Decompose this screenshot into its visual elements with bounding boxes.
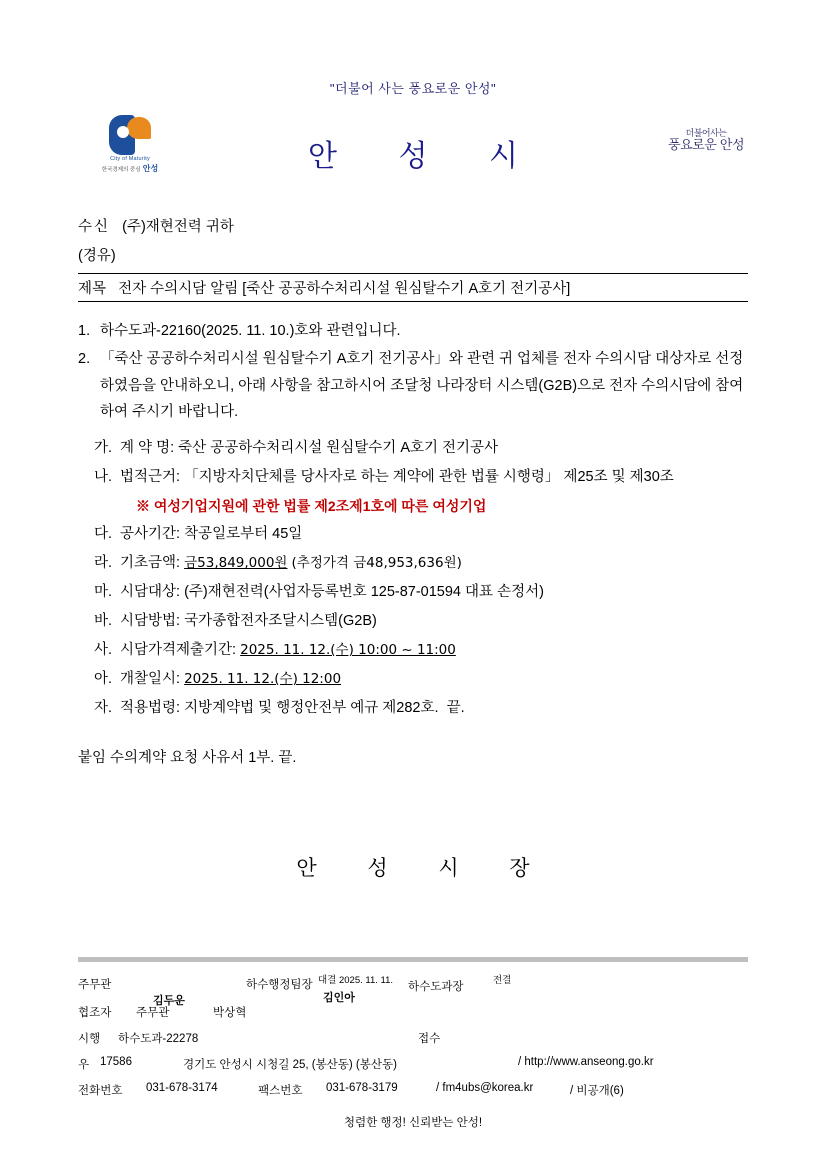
item-number: 1. [78, 323, 91, 339]
sub-item-marker: 바. [94, 613, 113, 630]
recipient-row [78, 213, 748, 242]
sub-item-content [120, 578, 748, 607]
sub-item-label: 계 약 명: [120, 440, 175, 457]
logo-korean-text [90, 163, 170, 174]
item-number: 2. [78, 350, 91, 367]
sub-item-content [120, 520, 748, 549]
sub-item-label: 공사기간: [120, 526, 181, 543]
sub-item-content [120, 463, 748, 492]
sub-item-label: 시담대상: [120, 584, 181, 601]
page-title: 안 성 시 [307, 139, 544, 174]
attachment-line: 붙임 수의계약 요청 사유서 1부. 끝. [78, 750, 297, 767]
sub-item-content [120, 665, 748, 694]
cooperator-name: 박상혁 [213, 1007, 247, 1019]
via-label: (경유) [78, 248, 116, 264]
women-enterprise-note: ※ 여성기업지원에 관한 법률 제2조제1호에 따른 여성기업 [136, 498, 487, 515]
brandmark [668, 129, 744, 154]
sub-item-suffix: 끝. [446, 700, 465, 717]
sub-item-marker: 마. [94, 584, 113, 601]
brandmark-line2: 풍요로운 안성 [668, 138, 744, 154]
approver-name-2: 김인아 [323, 992, 355, 1004]
brandmark-line1: 더불어사는 [685, 129, 727, 139]
sub-item-value: 지방계약법 및 행정안전부 예규 제282호. [184, 700, 439, 717]
address-block [78, 213, 748, 271]
cooperator-role: 주무관 [136, 1007, 170, 1019]
sub-item-submission-period [94, 636, 748, 665]
numbered-item [78, 346, 748, 426]
sub-item-list [94, 434, 748, 723]
sub-item-value: 2025. 11. 12.(수) 12:00 [184, 671, 342, 688]
recipient-value: (주)재현전력 귀하 [122, 219, 234, 235]
sub-item-legal-basis [94, 463, 748, 492]
sub-item-content [120, 549, 748, 578]
document-header [78, 115, 748, 185]
anseong-logo [90, 115, 170, 174]
sub-item-content [120, 694, 748, 723]
approver-role-1: 주무관 [78, 979, 112, 991]
logo-mark-icon [107, 115, 153, 155]
sub-item-marker: 라. [94, 555, 113, 572]
sub-item-value: 금53,849,000원 [184, 555, 288, 572]
sub-item-marker: 나. [94, 469, 113, 486]
sub-item-label: 적용법령: [120, 700, 181, 717]
sub-item-opening-datetime [94, 665, 748, 694]
issue-row [78, 1030, 748, 1050]
disclosure-status: / 비공개(6) [570, 1085, 624, 1097]
sub-item-content [120, 434, 748, 463]
sub-item-marker: 가. [94, 440, 113, 457]
logo-english-text: City of Maturity [110, 156, 150, 162]
cooperator-label: 협조자 [78, 1007, 112, 1019]
website-link[interactable]: / http://www.anseong.go.kr [518, 1056, 654, 1068]
address-row [78, 1056, 748, 1076]
email-link[interactable]: / fm4ubs@korea.kr [436, 1082, 534, 1094]
sub-item-construction-period [94, 520, 748, 549]
receipt-label: 접수 [418, 1033, 441, 1045]
approval-row [78, 972, 748, 1007]
header-slogan: "더불어 사는 풍요로운 안성" [329, 81, 497, 96]
sub-item-contract-name [94, 434, 748, 463]
sub-item-marker: 자. [94, 700, 113, 717]
subject-label: 제목 [78, 281, 107, 297]
subject-row [78, 273, 748, 302]
sub-item-label: 기초금액: [120, 555, 181, 572]
sub-item-value: 2025. 11. 12.(수) 10:00 ~ 11:00 [240, 642, 456, 659]
sub-item-label: 시담방법: [120, 613, 181, 630]
sub-item-value: 국가종합전자조달시스템(G2B) [184, 613, 377, 630]
sub-item-base-amount [94, 549, 748, 578]
zip-code: 17586 [100, 1056, 132, 1068]
fax-value: 031-678-3179 [326, 1082, 398, 1094]
subject-value: 전자 수의시담 알림 [죽산 공공하수처리시설 원심탈수기 A호기 전기공사] [118, 281, 571, 297]
sub-item-value: 죽산 공공하수처리시설 원심탈수기 A호기 전기공사 [178, 440, 499, 457]
issue-value: 하수도과-22278 [118, 1033, 199, 1045]
footer-divider [78, 957, 748, 962]
approver-role-3: 하수도과장 [408, 981, 464, 993]
sub-item-marker: 아. [94, 671, 113, 688]
sub-item-value: 「지방자치단체를 당사자로 하는 계약에 관한 법률 시행령」 제25조 및 제30조 [184, 469, 674, 486]
zip-label: 우 [78, 1059, 90, 1071]
office-address: 경기도 안성시 시청길 25, (봉산동) (봉산동) [183, 1059, 397, 1071]
delegation-label: 전결 [493, 975, 512, 986]
logo-korean-small: 한국경제의 중심 [101, 167, 141, 173]
sub-item-target [94, 578, 748, 607]
tel-label: 전화번호 [78, 1085, 123, 1097]
sub-item-content [120, 636, 748, 665]
sub-item-value: (주)재현전력(사업자등록번호 125-87-01594 대표 손정서) [184, 584, 544, 601]
sub-item-label: 개찰일시: [120, 671, 181, 688]
sub-item-marker: 다. [94, 526, 113, 543]
sub-item-suffix: (추정가격 금48,953,636원) [291, 555, 462, 572]
document-body [78, 318, 748, 772]
sub-item-label: 시담가격제출기간: [120, 642, 237, 659]
issue-label: 시행 [78, 1033, 101, 1045]
sub-item-marker: 사. [94, 642, 113, 659]
tel-value: 031-678-3174 [146, 1082, 218, 1094]
signature-line: 안 성 시 장 [296, 856, 552, 881]
item-text: 하수도과-22160(2025. 11. 10.)호와 관련입니다. [100, 323, 401, 339]
numbered-item [78, 318, 748, 345]
contact-row [78, 1082, 748, 1102]
approver-name-1: 김두운 [153, 995, 185, 1007]
recipient-label: 수신 [78, 219, 111, 235]
sub-item-label: 법적근거: [120, 469, 181, 486]
approval-label: 대결 2025. 11. 11. [318, 975, 394, 986]
fax-label: 팩스번호 [258, 1085, 303, 1097]
approver-role-2: 하수행정팀장 [246, 979, 313, 991]
sub-item-content [120, 607, 748, 636]
sub-item-method [94, 607, 748, 636]
cooperator-row [78, 1004, 748, 1024]
item-text: 「죽산 공공하수처리시설 원심탈수기 A호기 전기공사」와 관련 귀 업체를 전자 수의시담 대상자로 선정하였음을 안내하오니, 아래 사항을 참고하시어 조달청 나라장터 시스템(G2B)으로 전자 수의시담에 참여하여 주시기 바랍니다. [100, 350, 744, 421]
sub-item-applicable-law [94, 694, 748, 723]
footer-motto: 청렴한 행정! 신뢰받는 안성! [343, 1117, 483, 1129]
document-footer [78, 957, 748, 1130]
via-row [78, 242, 748, 271]
logo-korean-main: 안성 [142, 164, 159, 173]
sub-item-value: 착공일로부터 45일 [184, 526, 303, 543]
